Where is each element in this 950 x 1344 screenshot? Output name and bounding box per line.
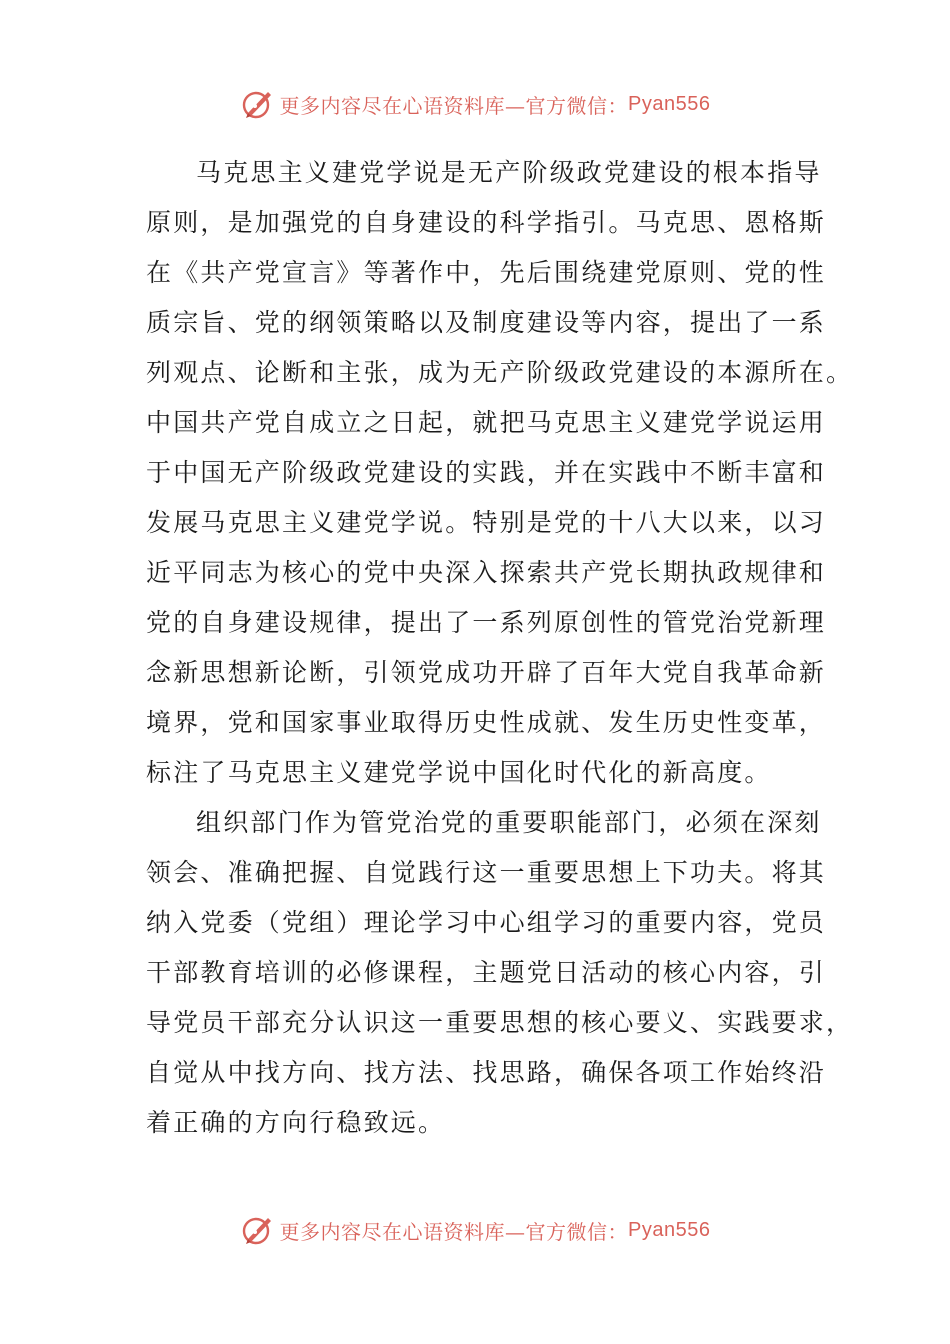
watermark-text: 更多内容尽在心语资料库—官方微信： <box>279 93 629 118</box>
text-line: 原则，是加强党的自身建设的科学指引。马克思、恩格斯 <box>146 208 827 237</box>
text-line: 质宗旨、党的纲领策略以及制度建设等内容，提出了一系 <box>146 308 827 337</box>
watermark-handle: Pyan556 <box>628 92 711 115</box>
text-line: 近平同志为核心的党中央深入探索共产党长期执政规律和 <box>146 558 827 587</box>
text-line: 境界，党和国家事业取得历史性成就、发生历史性变革， <box>146 708 827 737</box>
header-watermark <box>0 84 950 124</box>
text-line: 列观点、论断和主张，成为无产阶级政党建设的本源所在。 <box>146 358 854 387</box>
text-line: 自觉从中找方向、找方法、找思路，确保各项工作始终沿 <box>146 1058 827 1087</box>
text-line: 发展马克思主义建党学说。特别是党的十八大以来，以习 <box>146 508 827 537</box>
text-line: 马克思主义建党学说是无产阶级政党建设的根本指导 <box>196 158 822 187</box>
pen-nib-circle-icon <box>240 1212 276 1248</box>
text-line: 标注了马克思主义建党学说中国化时代化的新高度。 <box>146 758 772 787</box>
text-line: 着正确的方向行稳致远。 <box>146 1108 446 1137</box>
document-body <box>146 148 854 1148</box>
text-line: 在《共产党宣言》等著作中，先后围绕建党原则、党的性 <box>146 258 827 287</box>
text-line: 党的自身建设规律，提出了一系列原创性的管党治党新理 <box>146 608 827 637</box>
text-line: 中国共产党自成立之日起，就把马克思主义建党学说运用 <box>146 408 827 437</box>
text-line: 干部教育培训的必修课程，主题党日活动的核心内容，引 <box>146 958 827 987</box>
watermark-handle: Pyan556 <box>628 1218 711 1241</box>
text-line: 纳入党委（党组）理论学习中心组学习的重要内容，党员 <box>146 908 827 937</box>
footer-watermark <box>0 1210 950 1250</box>
paragraph-2 <box>146 798 854 1148</box>
text-line: 领会、准确把握、自觉践行这一重要思想上下功夫。将其 <box>146 858 827 887</box>
text-line: 念新思想新论断，引领党成功开辟了百年大党自我革命新 <box>146 658 827 687</box>
text-line: 于中国无产阶级政党建设的实践，并在实践中不断丰富和 <box>146 458 827 487</box>
paragraph-1 <box>146 148 854 798</box>
text-line: 导党员干部充分认识这一重要思想的核心要义、实践要求， <box>146 1008 854 1037</box>
watermark-text: 更多内容尽在心语资料库—官方微信： <box>279 1219 629 1244</box>
text-line: 组织部门作为管党治党的重要职能部门，必须在深刻 <box>196 808 822 837</box>
pen-nib-circle-icon <box>240 86 276 122</box>
